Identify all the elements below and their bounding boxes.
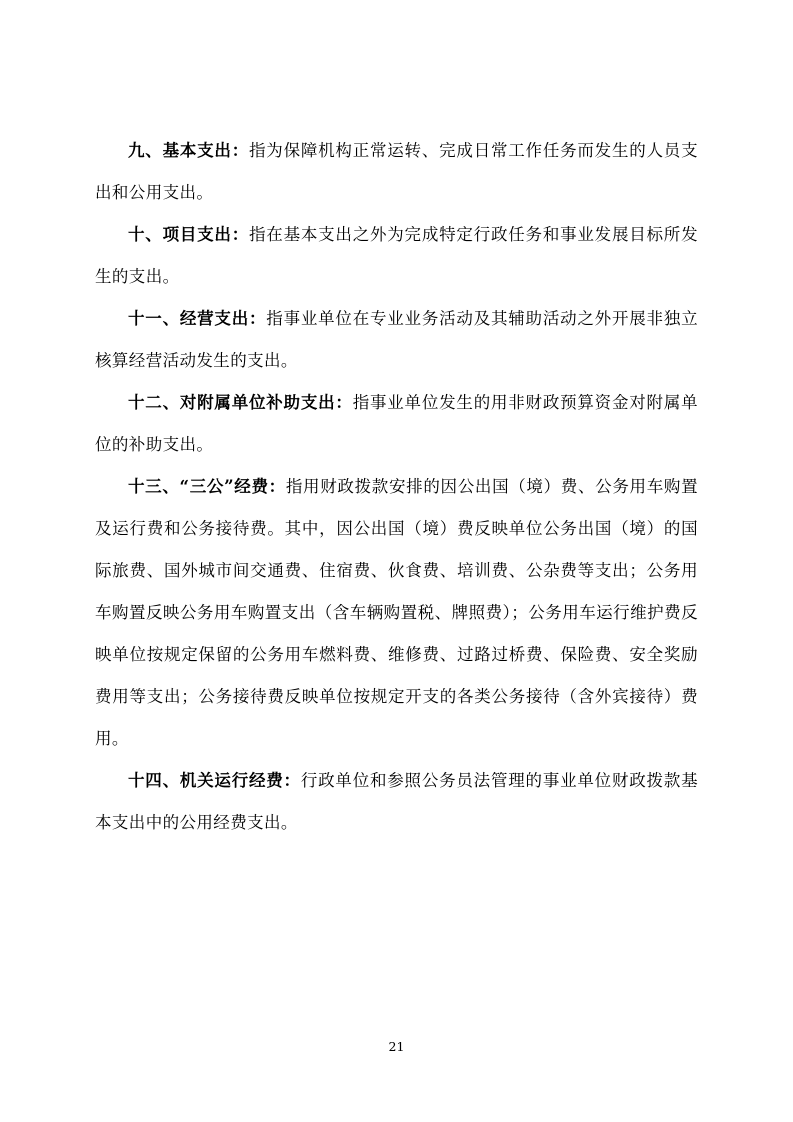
paragraph-11-text: 指事业单位在专业业务活动及其辅助活动之外开展非独立核算经营活动发生的支出。 [95,309,699,370]
paragraph-14-text: 行政单位和参照公务员法管理的事业单位财政拨款基本支出中的公用经费支出。 [95,771,698,832]
document-body [95,130,698,844]
paragraph-9-term: 九、基本支出： [128,141,249,160]
paragraph-9-text: 指为保障机构正常运转、完成日常工作任务而发生的人员支出和公用支出。 [95,141,698,202]
paragraph-14 [95,760,698,844]
paragraph-9 [95,130,698,214]
paragraph-12-term: 十二、对附属单位补助支出： [128,393,353,412]
paragraph-10-term: 十、项目支出： [128,225,249,244]
paragraph-12-text: 指事业单位发生的用非财政预算资金对附属单位的补助支出。 [95,393,699,454]
paragraph-13-term: 十三、“三公”经费： [128,477,286,496]
paragraph-10-text: 指在基本支出之外为完成特定行政任务和事业发展目标所发生的支出。 [95,225,698,286]
paragraph-12 [95,382,698,466]
paragraph-11 [95,298,698,382]
page-number: 21 [388,1039,405,1054]
paragraph-14-term: 十四、机关运行经费： [128,771,301,790]
paragraph-11-term: 十一、经营支出： [128,309,267,328]
paragraph-13-text: 指用财政拨款安排的因公出国（境）费、公务用车购置及运行费和公务接待费。其中，因公出国（境）费反映单位公务出国（境）的国际旅费、国外城市间交通费、住宿费、伙食费、培训费、公杂费等支出；公务用车购置反映公务用车购置支出（含车辆购置税、牌照费）；公务用车运行维护费反映单位按规定保留的公务用车燃料费、维修费、过路过桥费、保险费、安全奖励费用等支出；公务接待费反映单位按规定开支的各类公务接待（含外宾接待）费用。 [95,477,698,748]
paragraph-10 [95,214,698,298]
paragraph-13 [95,466,698,760]
